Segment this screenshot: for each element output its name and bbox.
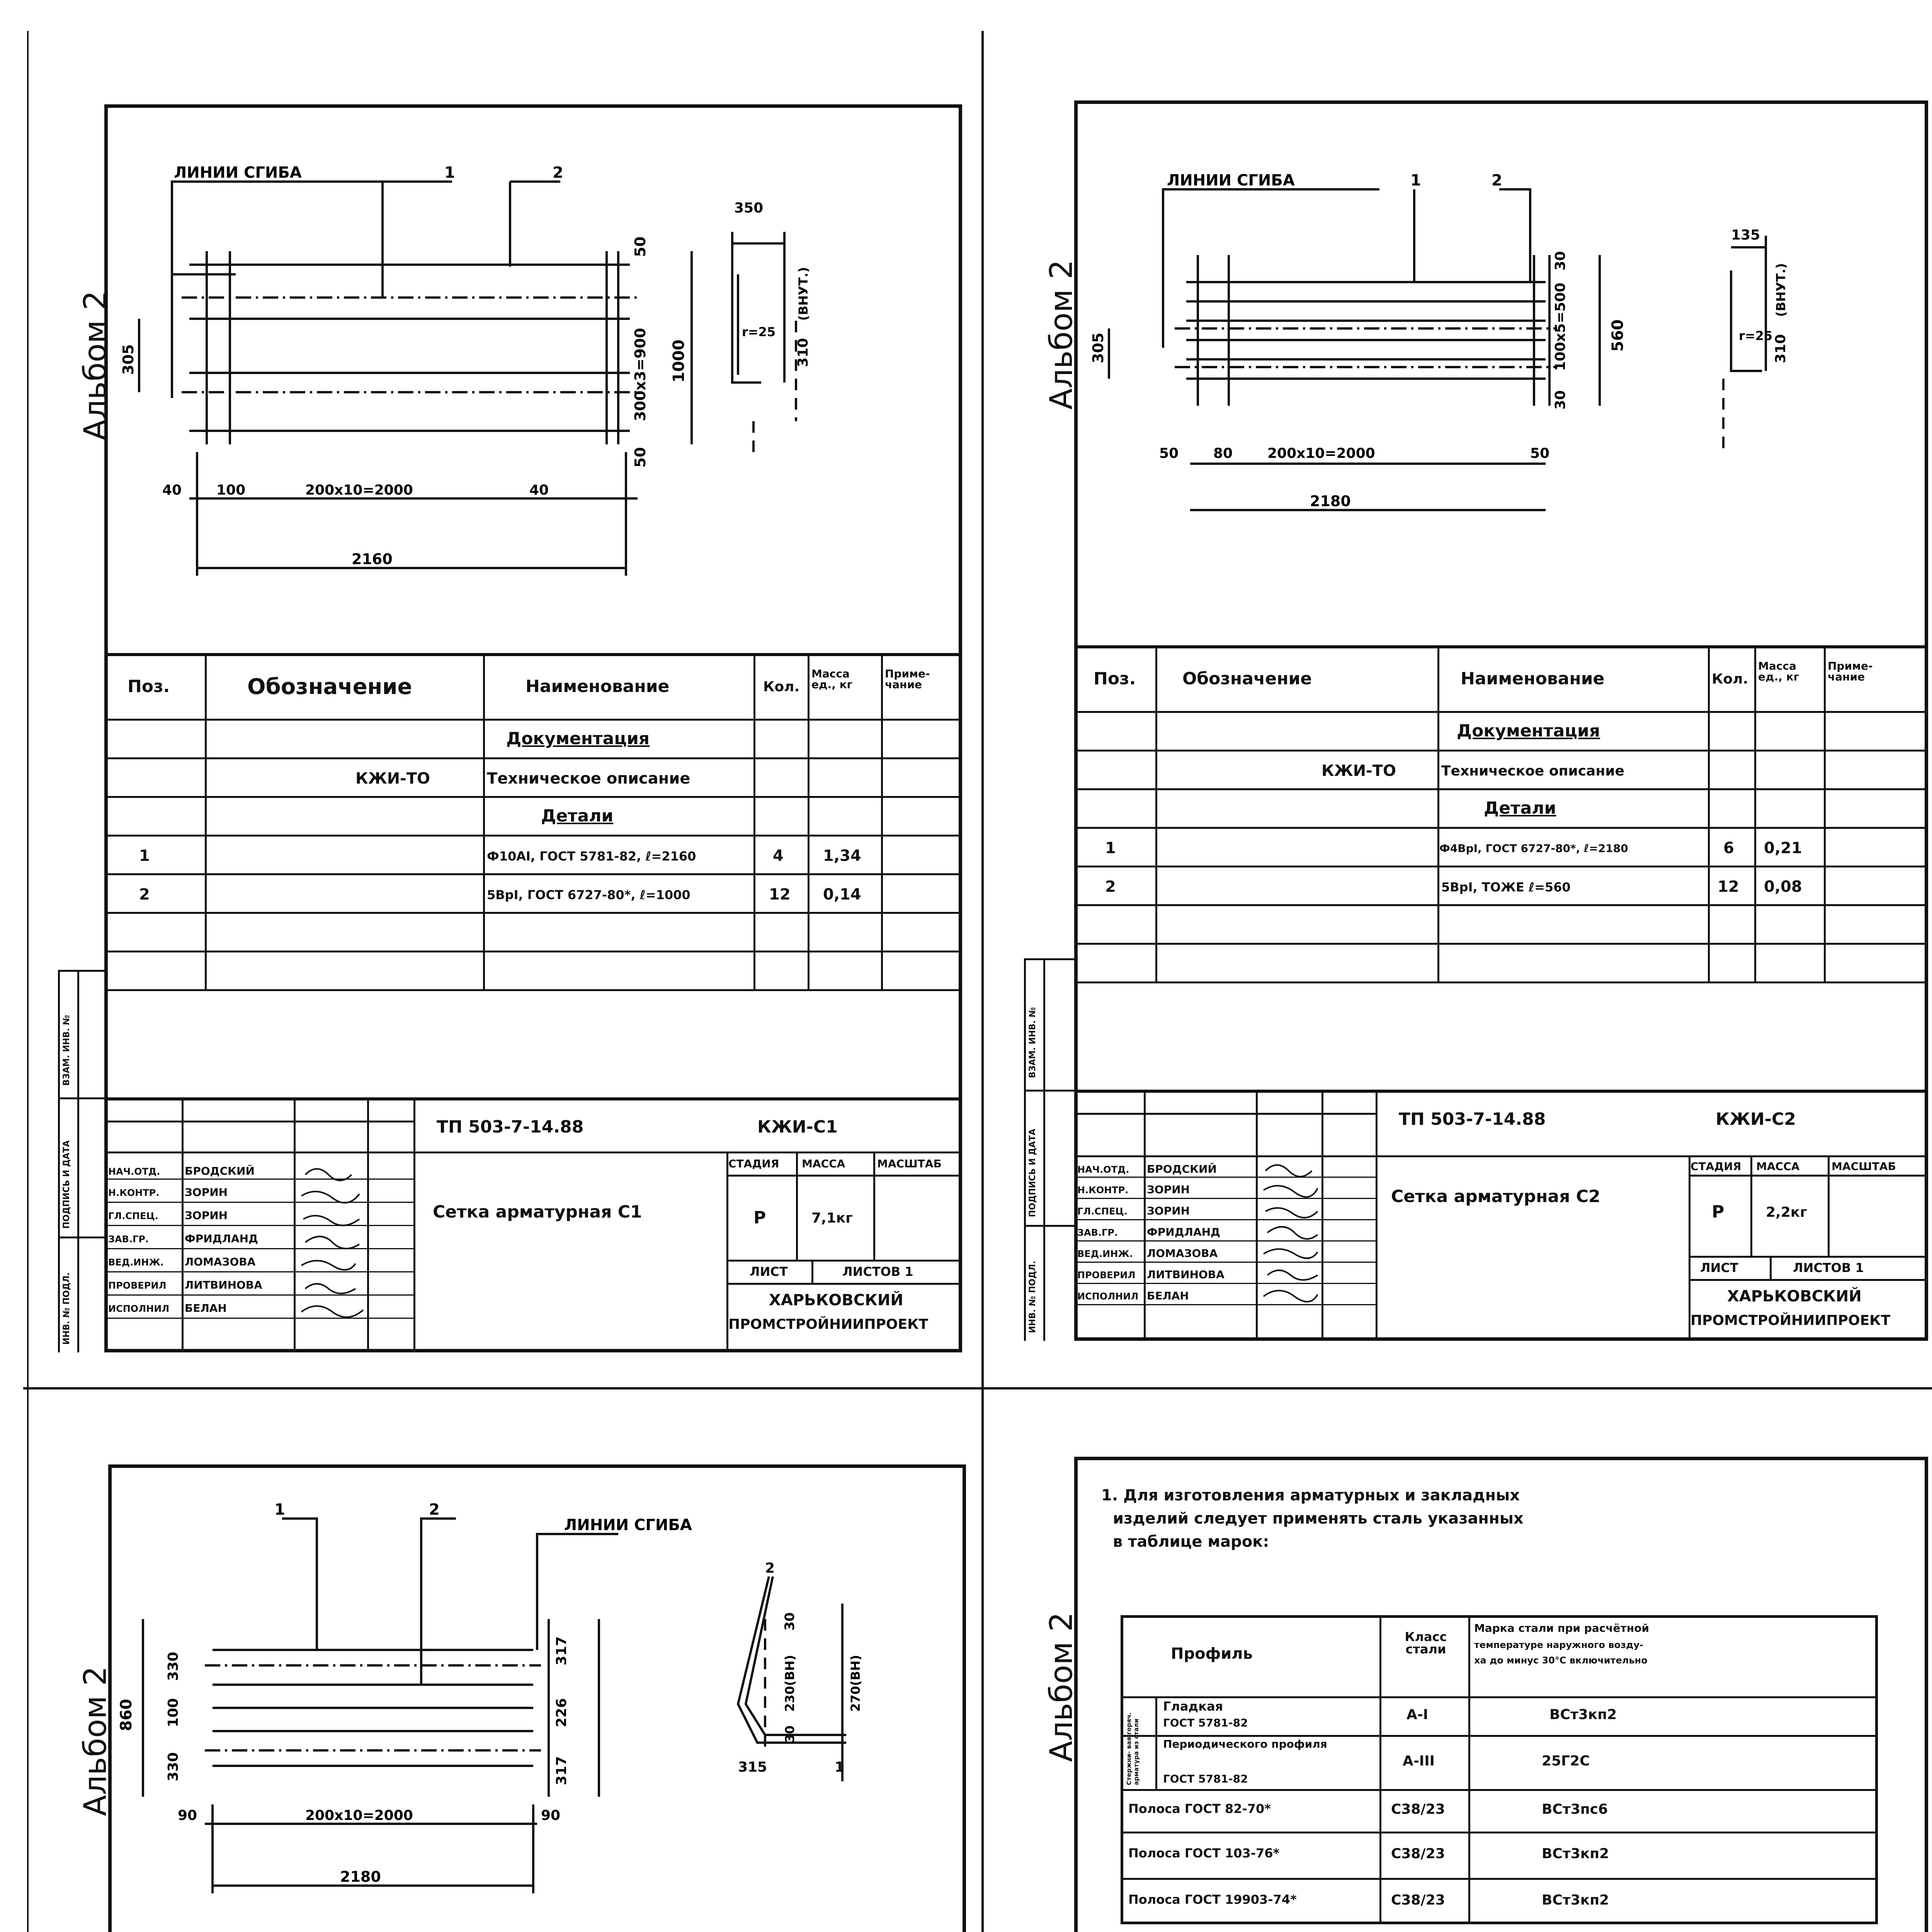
role-2: ГЛ.СПЕЦ. [108,1211,158,1221]
col-pos: Поз. [128,677,170,696]
role-1: Н.КОНТР. [108,1187,160,1198]
callout-2: 2 [553,164,563,182]
role-4: ВЕД.ИНЖ. [1077,1248,1133,1259]
section-details: Детали [541,806,614,826]
row2-class: А-III [1403,1753,1435,1769]
col-qty: Кол. [763,679,800,695]
row5-class: С38/23 [1391,1892,1445,1908]
sheet-title: Сетка арматурная С2 [1391,1187,1600,1206]
row4-class: С38/23 [1391,1846,1445,1862]
role-3: ЗАВ.ГР. [108,1234,149,1245]
dim-305: 305 [1090,332,1107,363]
row4-profile: Полоса ГОСТ 103-76* [1128,1846,1280,1861]
sheet-label: ЛИСТ [750,1264,788,1279]
side-inv: ИНВ. № ПОДЛ. [62,1272,71,1345]
album-label: Альбом 2 [1043,1612,1079,1762]
album-label: Альбом 2 [77,291,113,440]
col-name: Наименование [1461,669,1605,689]
role-4: ВЕД.ИНЖ. [108,1257,164,1268]
row2-name: 5ВрI, ГОСТ 6727-80*, ℓ=1000 [487,888,690,902]
row1-pos: 1 [139,847,150,865]
signatures [298,1163,367,1325]
col-mass: Масса ед., кг [811,667,853,691]
section-details: Детали [1484,798,1556,818]
profile-270: 270(ВН) [848,1655,863,1712]
name-5: ЛИТВИНОВА [185,1279,262,1291]
dim-226: 226 [554,1698,570,1727]
row2-qty: 12 [1718,878,1739,896]
role-6: ИСПОЛНИЛ [108,1303,170,1314]
role-3: ЗАВ.ГР. [1077,1227,1118,1238]
group-label: Стержни- вая горяч. арматура из стали [1125,1712,1140,1785]
dim-50-left: 50 [1159,446,1179,461]
role-1: Н.КОНТР. [1077,1185,1129,1196]
callout-2: 2 [429,1501,440,1519]
mass-value: 7,1кг [811,1210,853,1226]
col-qty: Кол. [1712,671,1748,687]
row1-pos: 1 [1105,839,1116,857]
bend-lines-label: ЛИНИИ СГИБА [1167,172,1295,189]
row1-qty: 4 [773,847,784,865]
doc-code: КЖИ-ТО [355,770,430,787]
bend-lines-label: ЛИНИИ СГИБА [564,1516,692,1534]
profile-callout-1: 1 [835,1759,845,1775]
org-line2: ПРОМСТРОЙНИИПРОЕКТ [1690,1313,1891,1328]
sheets-label: ЛИСТОВ 1 [1793,1260,1864,1275]
row2-profile-2: ГОСТ 5781-82 [1163,1772,1248,1785]
row1-name: Ф10АI, ГОСТ 5781-82, ℓ=2160 [487,849,696,864]
name-4: ЛОМАЗОВА [1147,1247,1218,1260]
row2-pos: 2 [139,886,150,903]
side-inv: ИНВ. № ПОДЛ. [1028,1260,1037,1333]
role-5: ПРОВЕРИЛ [108,1280,167,1291]
note1-line2: изделий следует применять сталь указанных [1113,1510,1524,1527]
role-0: НАЧ.ОТД. [1077,1164,1129,1175]
name-5: ЛИТВИНОВА [1147,1268,1225,1281]
col-note: Приме- чание [885,667,930,691]
org-line1: ХАРЬКОВСКИЙ [769,1291,903,1309]
stage-header: СТАДИЯ [1690,1160,1742,1173]
sheet-label: ЛИСТ [1700,1260,1738,1275]
row2-name: 5ВрI, ТОЖЕ ℓ=560 [1441,880,1571,895]
note1-line1: 1. Для изготовления арматурных и закладных [1101,1486,1520,1504]
col-grade-1: Марка стали при расчётной [1474,1622,1649,1634]
section-documentation: Документация [1457,721,1600,741]
dim-100: 100 [216,482,246,498]
dim-30-bottom: 30 [1553,390,1568,410]
scale-header: МАСШТАБ [1832,1160,1896,1173]
dim-30-top: 30 [1553,251,1568,270]
row2-pos: 2 [1105,878,1116,896]
profile-30-bottom: 30 [782,1725,797,1743]
reinforcement-mesh-drawing [1074,100,1928,641]
dim-100: 100 [165,1698,181,1727]
row2-mass: 0,14 [823,886,861,903]
page-divider-horizontal [23,1387,1932,1389]
callout-1: 1 [1410,172,1421,189]
mass-header: МАССА [802,1157,845,1170]
row1-class: А-I [1406,1707,1429,1723]
dim-80: 80 [1213,446,1233,461]
dim-305: 305 [120,344,137,375]
col-pos: Поз. [1094,669,1136,689]
sheets-label: ЛИСТОВ 1 [842,1264,913,1279]
dim-span: 200х10=2000 [305,1808,413,1823]
role-0: НАЧ.ОТД. [108,1166,160,1177]
col-mass: Масса ед., кг [1758,660,1799,683]
reinforcement-mesh-drawing [104,104,962,645]
name-0: БРОДСКИЙ [1147,1163,1217,1175]
dim-span: 200х10=2000 [305,482,413,498]
scale-header: МАСШТАБ [877,1157,942,1170]
mass-header: МАССА [1756,1160,1800,1173]
col-profile: Профиль [1171,1645,1253,1663]
sheet-code: КЖИ-С1 [757,1117,838,1137]
callout-1: 1 [274,1501,285,1519]
dim-560: 560 [1609,319,1627,352]
row1-name: Ф4ВрI, ГОСТ 6727-80*, ℓ=2180 [1439,842,1628,855]
row2-mass: 0,08 [1764,878,1802,896]
page-divider-vertical [981,31,984,1932]
section-r25: r=25 [1739,328,1773,343]
name-3: ФРИДЛАНД [185,1232,258,1245]
dim-300x3: 300х3=900 [632,328,649,421]
dim-100x5: 100х5=500 [1553,282,1568,371]
row1-profile-2: ГОСТ 5781-82 [1163,1716,1248,1729]
name-6: БЕЛАН [1147,1289,1189,1302]
name-0: БРОДСКИЙ [185,1165,255,1177]
dim-860: 860 [117,1699,135,1731]
section-310: 310 [795,338,811,367]
section-documentation: Документация [506,729,650,748]
col-designation: Обозначение [1182,669,1312,689]
row3-grade: ВСт3пс6 [1542,1801,1608,1817]
mass-value: 2,2кг [1766,1204,1808,1220]
profile-callout-2: 2 [765,1560,775,1576]
row5-profile: Полоса ГОСТ 19903-74* [1128,1892,1297,1907]
name-2: ЗОРИН [1147,1204,1190,1217]
callout-2: 2 [1492,172,1502,189]
dim-2180: 2180 [340,1868,381,1885]
row2-profile-1: Периодического профиля [1163,1738,1327,1750]
signatures [1260,1159,1321,1314]
row1-qty: 6 [1723,839,1734,857]
section-vnut: (ВНУТ.) [1774,263,1788,317]
profile-315: 315 [738,1759,767,1775]
org-line2: ПРОМСТРОЙНИИПРОЕКТ [728,1316,929,1332]
project-code: ТП 503-7-14.88 [437,1117,584,1137]
org-line1: ХАРЬКОВСКИЙ [1727,1287,1862,1305]
role-5: ПРОВЕРИЛ [1077,1270,1136,1281]
name-1: ЗОРИН [1147,1183,1190,1196]
name-2: ЗОРИН [185,1209,228,1222]
side-podpis: ПОДПИСЬ И ДАТА [62,1140,71,1229]
dim-1000: 1000 [670,339,688,383]
dim-90-left: 90 [178,1808,197,1823]
album-label: Альбом 2 [1043,260,1079,410]
left-edge-line [27,31,29,1932]
name-4: ЛОМАЗОВА [185,1255,256,1268]
dim-90-right: 90 [541,1808,561,1823]
side-podpis: ПОДПИСЬ И ДАТА [1028,1129,1037,1217]
bend-lines-label: ЛИНИИ СГИБА [174,164,302,182]
row2-grade: 25Г2С [1542,1753,1590,1769]
dim-330-top: 330 [165,1651,181,1681]
row1-grade: ВСт3кп2 [1549,1707,1617,1723]
dim-317-bottom: 317 [554,1756,570,1785]
row2-qty: 12 [769,886,791,903]
row3-class: С38/23 [1391,1801,1445,1817]
side-vzam: ВЗАМ. ИНВ. № [62,1015,71,1086]
name-3: ФРИДЛАНД [1147,1226,1220,1238]
row1-profile-1: Гладкая [1163,1699,1223,1714]
doc-name: Техническое описание [1441,763,1624,779]
dim-span: 200х10=2000 [1267,446,1375,461]
reinforcement-mesh-drawing [108,1464,966,1932]
stage-value: Р [753,1208,766,1228]
section-310: 310 [1773,334,1789,363]
dim-50-bottom: 50 [632,447,649,468]
dim-2160: 2160 [352,551,393,568]
profile-230: 230(ВН) [782,1655,797,1712]
name-6: БЕЛАН [185,1302,227,1315]
dim-40-right: 40 [529,482,549,498]
note1-line3: в таблице марок: [1113,1533,1269,1551]
stage-header: СТАДИЯ [728,1157,779,1170]
sheet-title: Сетка арматурная С1 [433,1202,642,1222]
stage-value: Р [1712,1202,1725,1222]
row3-profile: Полоса ГОСТ 82-70* [1128,1801,1271,1816]
dim-317-top: 317 [554,1636,570,1665]
col-name: Наименование [526,677,670,696]
dim-50-right: 50 [1530,446,1550,461]
section-vnut: (ВНУТ.) [796,267,811,321]
col-grade-3: ха до минус 30°С включительно [1474,1655,1648,1666]
section-135: 135 [1731,227,1760,243]
col-grade-2: температуре наружного возду- [1474,1639,1643,1650]
doc-name: Техническое описание [487,770,690,787]
album-label: Альбом 2 [77,1666,113,1816]
profile-30-top: 30 [782,1612,798,1631]
side-vzam: ВЗАМ. ИНВ. № [1028,1007,1037,1078]
dim-40-left: 40 [162,482,182,498]
col-note: Приме- чание [1828,660,1873,683]
project-code: ТП 503-7-14.88 [1399,1109,1546,1129]
col-class: Класс стали [1405,1629,1447,1656]
col-designation: Обозначение [247,674,412,699]
role-6: ИСПОЛНИЛ [1077,1291,1139,1302]
row1-mass: 0,21 [1764,839,1802,857]
name-1: ЗОРИН [185,1186,228,1199]
row4-grade: ВСт3кп2 [1542,1846,1609,1862]
role-2: ГЛ.СПЕЦ. [1077,1206,1128,1217]
callout-1: 1 [444,164,455,182]
sheet-code: КЖИ-С2 [1716,1109,1796,1129]
section-r25: r=25 [742,325,776,339]
section-350: 350 [734,200,764,216]
doc-code: КЖИ-ТО [1321,762,1396,780]
dim-2180: 2180 [1310,493,1351,510]
dim-50-top: 50 [632,236,649,257]
dim-330-bottom: 330 [165,1752,181,1781]
row5-grade: ВСт3кп2 [1542,1892,1609,1908]
row1-mass: 1,34 [823,847,861,865]
